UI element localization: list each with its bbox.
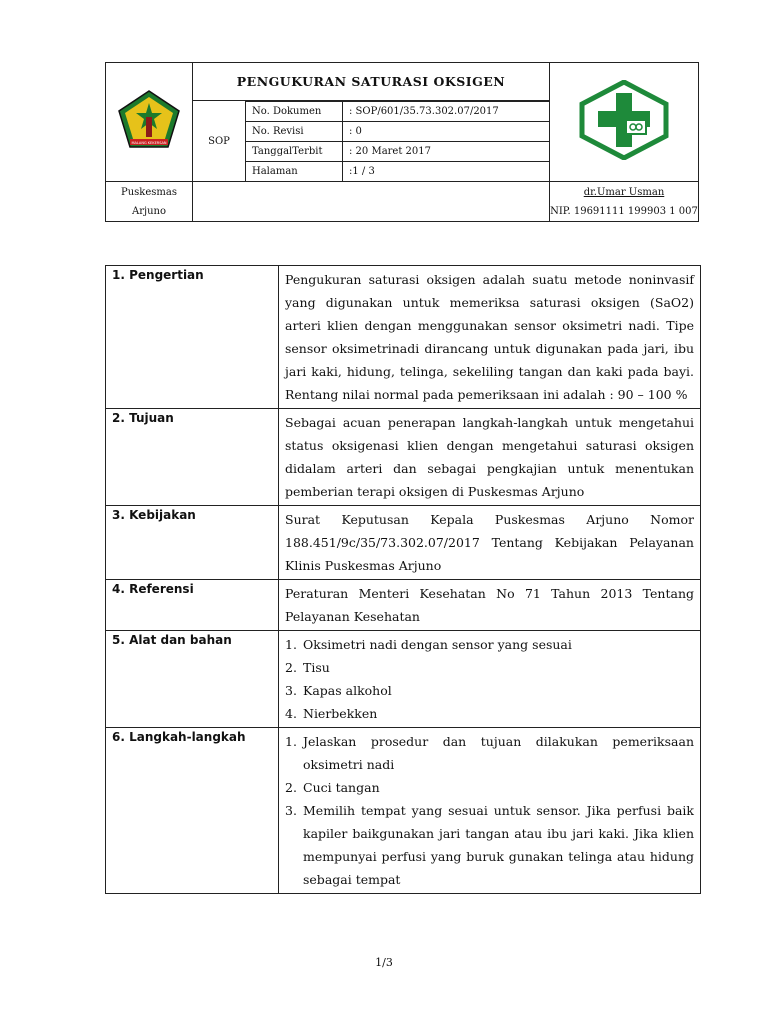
list-item xyxy=(285,633,694,656)
logo-left-cell xyxy=(106,63,193,182)
list-number: 1. xyxy=(285,637,297,652)
signer-name: dr.Umar Usman xyxy=(583,186,665,198)
puskesmas-cross-emblem-icon xyxy=(578,80,670,160)
referensi-text: Peraturan Menteri Kesehatan No 71 Tahun 2013 Tentang Pelayanan Kesehatan xyxy=(285,586,694,624)
section-text xyxy=(279,506,701,580)
section-label: 4. Referensi xyxy=(106,580,279,631)
list-item xyxy=(285,730,694,776)
section-label: 6. Langkah-langkah xyxy=(106,728,279,894)
meta-label-revisi: No. Revisi xyxy=(246,122,343,142)
list-text: Kapas alkohol xyxy=(303,683,392,698)
org-name-line1: Puskesmas xyxy=(121,186,177,198)
list-text: Jelaskan prosedur dan tujuan dilakukan pemeriksaan oksimetri nadi xyxy=(303,734,694,772)
sop-header-table xyxy=(105,62,699,222)
section-label: 1. Pengertian xyxy=(106,266,279,409)
section-list xyxy=(279,728,701,894)
logo-right-cell xyxy=(550,63,699,182)
empty-cell xyxy=(193,182,550,222)
malang-city-emblem-icon xyxy=(116,89,182,151)
list-item xyxy=(285,702,694,725)
list-number: 1. xyxy=(285,734,297,749)
svg-text:MALANG KEKERSAN: MALANG KEKERSAN xyxy=(131,141,167,145)
section-row-langkah xyxy=(106,728,701,894)
meta-value-halaman: :1 / 3 xyxy=(343,162,550,182)
section-label: 3. Kebijakan xyxy=(106,506,279,580)
section-text xyxy=(279,266,701,409)
list-text: Oksimetri nadi dengan sensor yang sesuai xyxy=(303,637,572,652)
list-item xyxy=(285,776,694,799)
tujuan-text: Sebagai acuan penerapan langkah-langkah untuk mengetahui status oksigenasi klien dengan mengetahui saturasi oksigen didalam arteri dan sebagai pengkajian untuk menentukan pemberian terapi oksigen di Puskesmas Arjuno xyxy=(285,415,694,499)
list-text: Memilih tempat yang sesuai untuk sensor. Jika perfusi baik kapiler baikgunakan jari tangan atau ibu jari kaki. Jika klien mempunyai perfusi yang buruk gunakan telinga atau hidung sebagai tempat xyxy=(303,803,694,887)
section-row-alat xyxy=(106,631,701,728)
list-number: 4. xyxy=(285,706,297,721)
section-label: 5. Alat dan bahan xyxy=(106,631,279,728)
section-list xyxy=(279,631,701,728)
sop-label: SOP xyxy=(193,101,246,182)
langkah-list xyxy=(285,730,694,891)
alat-list xyxy=(285,633,694,725)
sop-content-table xyxy=(105,265,701,894)
section-label: 2. Tujuan xyxy=(106,409,279,506)
org-name-line2: Arjuno xyxy=(131,205,166,217)
section-row-kebijakan xyxy=(106,506,701,580)
list-number: 2. xyxy=(285,780,297,795)
section-row-referensi xyxy=(106,580,701,631)
signer-cell xyxy=(550,182,699,222)
meta-value-dokumen: : SOP/601/35.73.302.07/2017 xyxy=(343,102,550,122)
organization-cell xyxy=(106,182,193,222)
list-text: Tisu xyxy=(303,660,330,675)
section-text xyxy=(279,580,701,631)
list-item xyxy=(285,656,694,679)
list-number: 2. xyxy=(285,660,297,675)
meta-label-dokumen: No. Dokumen xyxy=(246,102,343,122)
meta-table xyxy=(246,101,549,181)
kebijakan-text: Surat Keputusan Kepala Puskesmas Arjuno Nomor 188.451/9c/35/73.302.07/2017 Tentang Kebijakan Pelayanan Klinis Puskesmas Arjuno xyxy=(285,512,694,573)
pengertian-text: Pengukuran saturasi oksigen adalah suatu metode noninvasif yang digunakan untuk memeriksa saturasi oksigen (SaO2) arteri klien dengan menggunakan sensor oksimetri nadi. Tipe sensor oksimetrinadi dirancang untuk digunakan pada jari, ibu jari kaki, hidung, telinga, sekeliling tangan dan kaki pada bayi. Rentang nilai normal pada pemeriksaan ini adalah : 90 – 100 % xyxy=(285,272,694,402)
list-text: Cuci tangan xyxy=(303,780,380,795)
meta-cell xyxy=(246,101,550,182)
section-text xyxy=(279,409,701,506)
document-title: PENGUKURAN SATURASI OKSIGEN xyxy=(193,63,550,101)
list-number: 3. xyxy=(285,683,297,698)
section-row-pengertian xyxy=(106,266,701,409)
signer-nip: NIP. 19691111 199903 1 007 xyxy=(550,205,698,217)
meta-value-revisi: : 0 xyxy=(343,122,550,142)
list-item xyxy=(285,679,694,702)
list-item xyxy=(285,799,694,891)
section-row-tujuan xyxy=(106,409,701,506)
list-text: Nierbekken xyxy=(303,706,378,721)
list-number: 3. xyxy=(285,803,297,818)
meta-label-tanggal: TanggalTerbit xyxy=(246,142,343,162)
page-number: 1/3 xyxy=(375,956,393,969)
meta-label-halaman: Halaman xyxy=(246,162,343,182)
meta-value-tanggal: : 20 Maret 2017 xyxy=(343,142,550,162)
